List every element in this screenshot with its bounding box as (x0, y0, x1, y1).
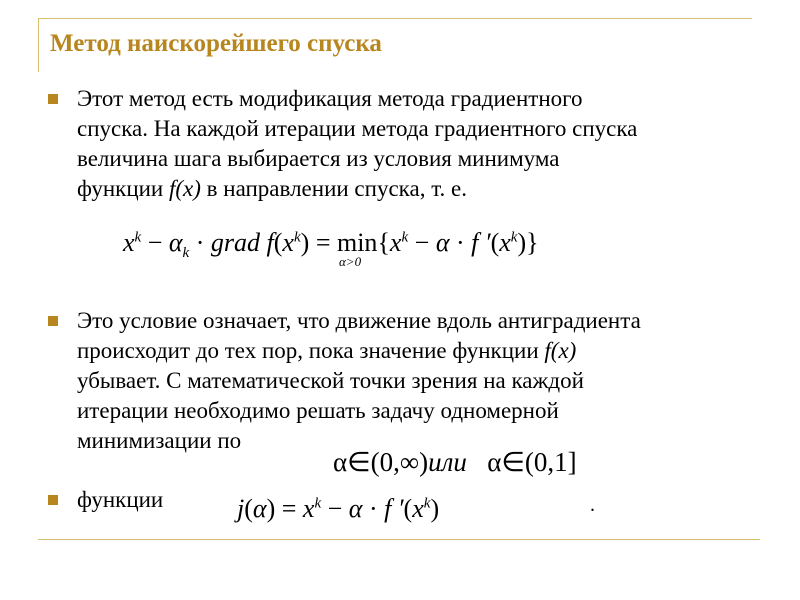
formula-alpha-range: α∈(0,∞)или α∈(0,1] (333, 447, 577, 477)
paragraph-2 (77, 306, 641, 456)
formula-one-dim-function: $j(\alpha) = x^k - \alpha \cdot f$ $'(x^k)$ (237, 494, 440, 523)
bottom-rule (38, 539, 760, 540)
p1-line1: Этот метод есть модификация метода градиентного (77, 86, 583, 111)
p2-line2: происходит до тех пор, пока значение функции f(x) (77, 338, 577, 363)
p2-line3: убывает. С математической точки зрения на каждой (77, 368, 584, 393)
paragraph-1 (77, 84, 637, 204)
p1-line2: спуска. На каждой итерации метода градиентного спуска (77, 116, 638, 141)
slide-title: Метод наискорейшего спуска (50, 30, 382, 57)
p3-label: функции (77, 487, 164, 512)
p2-line1: Это условие означает, что движение вдоль антиградиента (77, 308, 641, 333)
formula-end-dot: . (590, 494, 595, 516)
p2-line4: итерации необходимо решать задачу одномерной (77, 398, 559, 423)
paragraph-3 (77, 485, 163, 515)
bullet-1 (48, 94, 58, 104)
formula-steepest-descent: $x^k - \alpha_k$ · grad $f(x^k) = \min$ α>0 {$x^k - \alpha \cdot f$ $'(x^k)$} (123, 228, 539, 269)
p2-line5: минимизации по (77, 428, 242, 453)
bullet-2 (48, 316, 58, 326)
left-rule (38, 18, 39, 72)
p1-line4: функции f(x) в направлении спуска, т. е. (77, 176, 467, 201)
bullet-3 (48, 495, 58, 505)
top-rule (38, 18, 752, 19)
p1-line3: величина шага выбирается из условия минимума (77, 146, 560, 171)
